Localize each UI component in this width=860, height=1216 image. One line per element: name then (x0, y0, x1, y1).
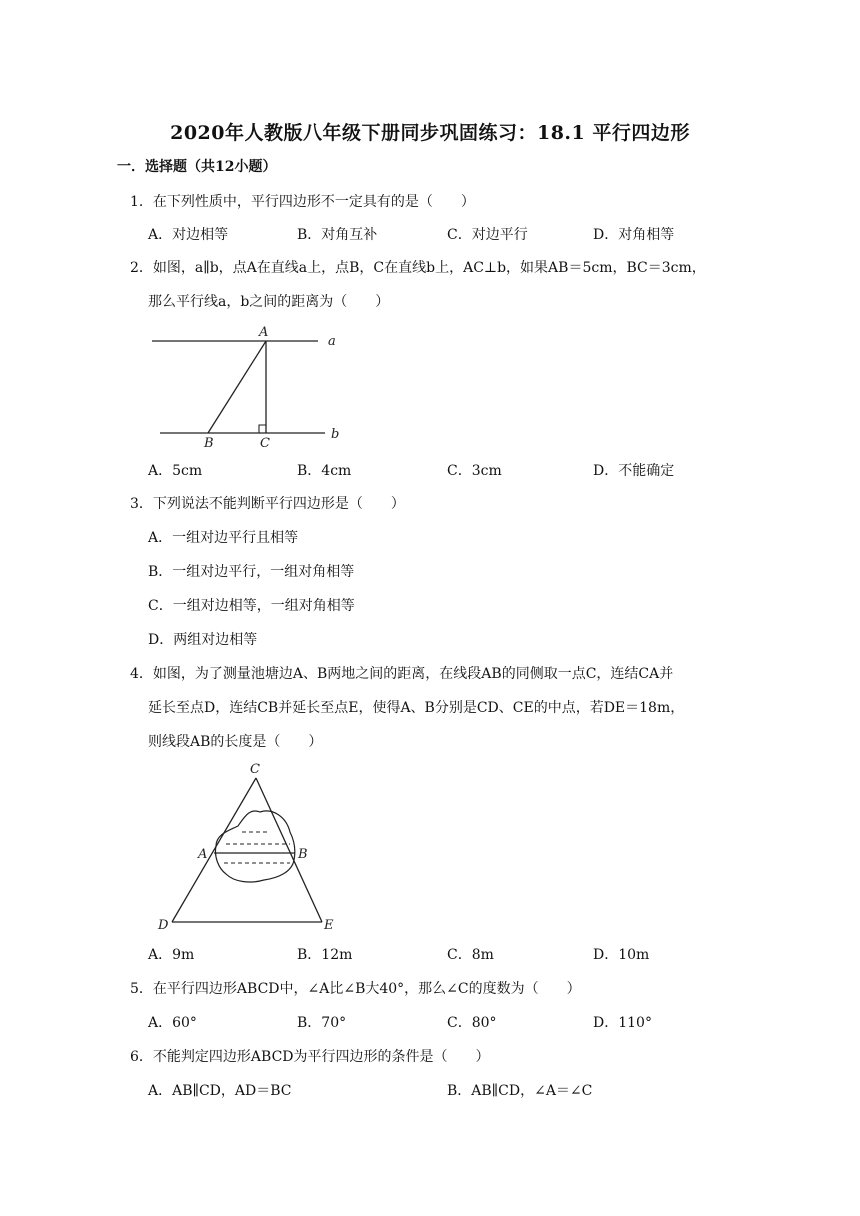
q4-label-a: A (198, 847, 208, 862)
q3-option-c: C．一组对边相等，一组对角相等 (148, 598, 355, 614)
q4-label-b: B (298, 847, 308, 862)
q2-label-c-point: C (260, 436, 270, 450)
q4-option-d: D．10m (593, 947, 650, 963)
q2-stem-line1: 2．如图，a∥b，点A在直线a上，点B，C在直线b上，AC⊥b，如果AB＝5cm，BC＝3cm， (130, 260, 706, 276)
q4-label-e: E (324, 918, 334, 933)
q4-stem-line3: 则线段AB的长度是（ ） (148, 734, 323, 750)
q1-option-b: B．对角互补 (297, 227, 378, 243)
q6-option-a: A．AB∥CD，AD＝BC (148, 1083, 292, 1099)
q2-option-a: A．5cm (148, 463, 203, 479)
q2-option-c: C．3cm (447, 463, 502, 479)
q4-label-c: C (250, 762, 260, 777)
q2-figure (150, 322, 350, 450)
q5-stem: 5．在平行四边形ABCD中，∠A比∠B大40°，那么∠C的度数为（ ） (130, 981, 581, 997)
q3-option-b: B．一组对边平行，一组对角相等 (148, 564, 355, 580)
q2-label-line-b: b (331, 427, 340, 442)
q5-option-b: B．70° (297, 1015, 347, 1031)
q5-option-c: C．80° (447, 1015, 497, 1031)
q4-stem-line2: 延长至点D，连结CB并延长至点E，使得A、B分别是CD、CE的中点，若DE＝18m， (148, 700, 685, 716)
q1-option-a: A．对边相等 (148, 227, 229, 243)
q2-label-a-point: A (259, 325, 269, 340)
q1-option-d: D．对角相等 (593, 227, 675, 243)
q5-option-a: A．60° (148, 1015, 197, 1031)
q6-stem: 6．不能判定四边形ABCD为平行四边形的条件是（ ） (130, 1049, 490, 1065)
q3-option-a: A．一组对边平行且相等 (148, 530, 299, 546)
q1-stem: 1．在下列性质中，平行四边形不一定具有的是（ ） (130, 194, 475, 210)
q4-stem-line1: 4．如图，为了测量池塘边A、B两地之间的距离，在线段AB的同侧取一点C，连结CA并 (130, 666, 674, 682)
q3-stem: 3．下列说法不能判断平行四边形是（ ） (130, 496, 405, 512)
q6-option-b: B．AB∥CD，∠A＝∠C (447, 1083, 593, 1099)
q1-option-c: C．对边平行 (447, 227, 528, 243)
q3-option-d: D．两组对边相等 (148, 632, 258, 648)
q4-figure (150, 760, 350, 935)
q2-label-line-a: a (328, 334, 336, 349)
q4-option-c: C．8m (447, 947, 494, 963)
q2-option-b: B．4cm (297, 463, 352, 479)
q2-label-b-point: B (204, 436, 214, 450)
q2-option-d: D．不能确定 (593, 463, 675, 479)
q4-option-a: A．9m (148, 947, 195, 963)
q2-stem-line2: 那么平行线a，b之间的距离为（ ） (148, 294, 390, 310)
page-title: 2020年人教版八年级下册同步巩固练习：18.1 平行四边形 (170, 122, 690, 144)
section-heading: 一．选择题（共12小题） (117, 159, 277, 175)
q4-label-d: D (158, 918, 169, 933)
q4-option-b: B．12m (297, 947, 353, 963)
q5-option-d: D．110° (593, 1015, 652, 1031)
